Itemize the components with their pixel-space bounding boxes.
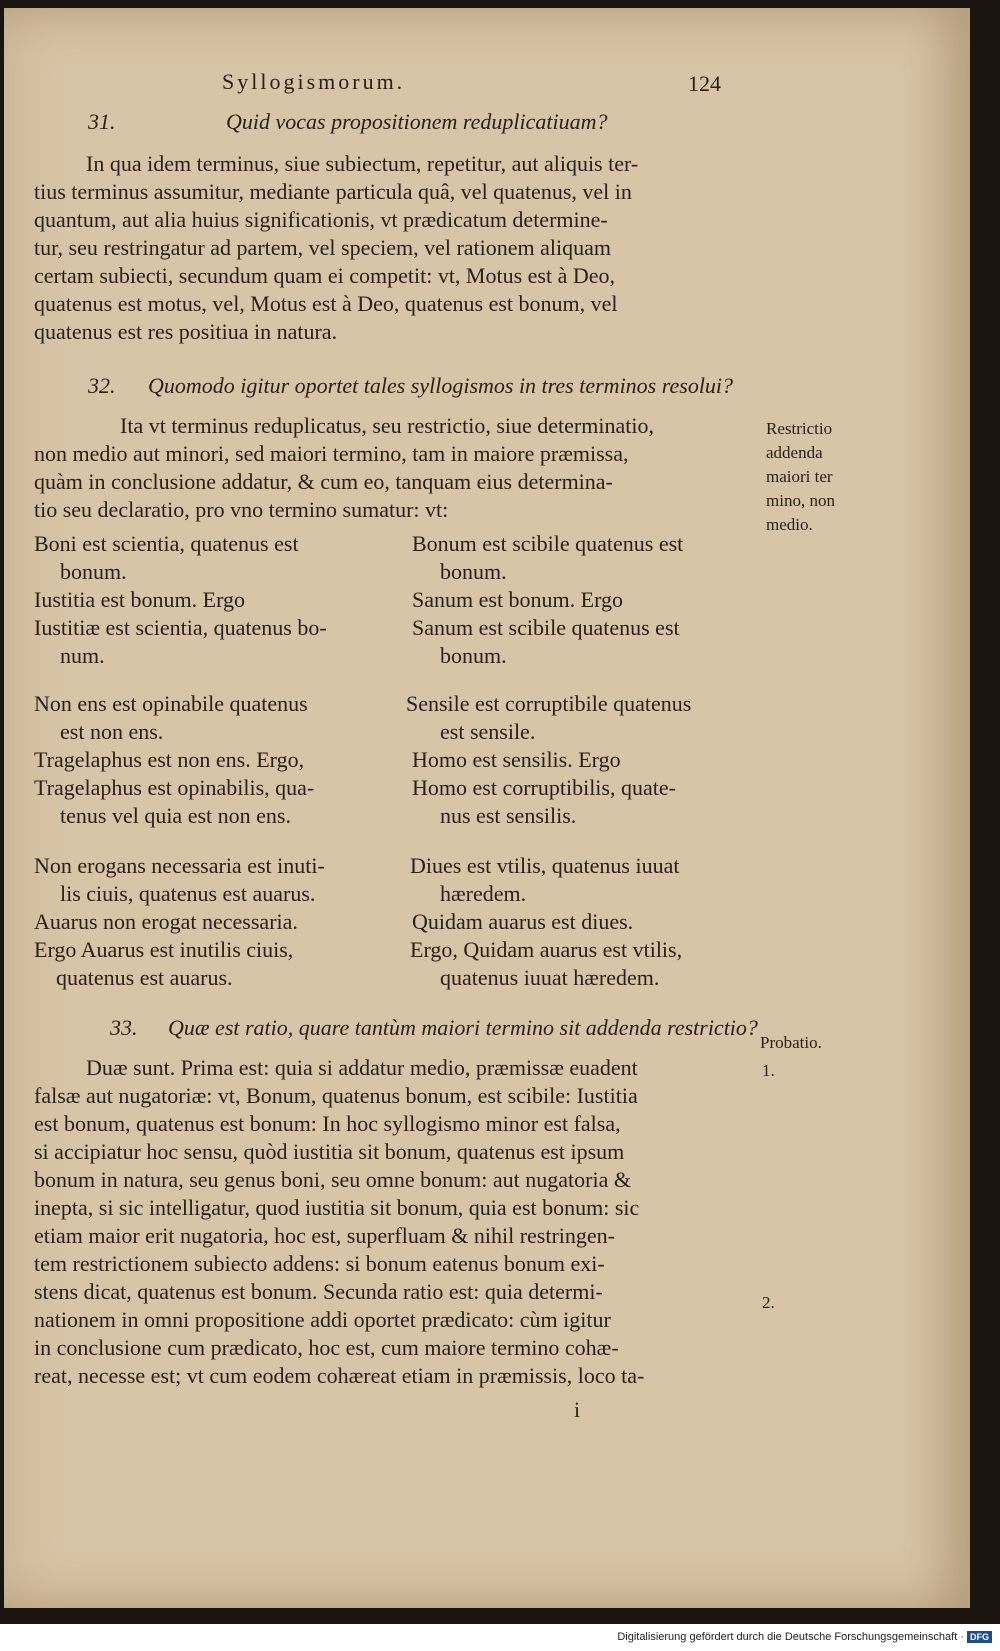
question-number-32: 32. [88,373,116,398]
text-line: falsæ aut nugatoriæ: vt, Bonum, quatenus bonum, est scibile: Iustitia [34,1083,638,1108]
running-head: Syllogismorum. [222,69,406,94]
example-line: bonum. [60,559,127,584]
example-line: Tragelaphus est opinabilis, qua- [34,775,315,800]
example-line: Non ens est opinabile quatenus [34,691,308,716]
text-line: Ita vt terminus reduplicatus, seu restrictio, siue determinatio, [120,413,654,438]
text-line: stens dicat, quatenus est bonum. Secunda ratio est: quia determi- [34,1279,603,1304]
example-line: quatenus est auarus. [56,965,233,990]
example-line: est non ens. [60,719,164,744]
example-line: Sensile est corruptibile quatenus [406,691,692,716]
text-line: tio seu declaratio, pro vno termino sumatur: vt: [34,497,449,522]
example-line: Tragelaphus est non ens. Ergo, [34,747,305,772]
example-line: bonum. [440,643,507,668]
example-line: quatenus iuuat hæredem. [440,965,660,990]
text-line: certam subiecti, secundum quam ei competit: vt, Motus est à Deo, [34,263,616,288]
digitization-credit [617,1631,992,1643]
page-number: 124 [688,71,721,96]
text-line: tem restrictionem subiecto addens: si bonum eatenus bonum exi- [34,1251,605,1276]
example-line: Non erogans necessaria est inuti- [34,853,325,878]
example-line: Homo est sensilis. Ergo [412,747,621,772]
text-line: tur, seu restringatur ad partem, vel speciem, vel rationem aliquam [34,235,612,260]
text-line: bonum in natura, seu genus boni, seu omne bonum: aut nugatoria & [34,1167,631,1192]
example-line: lis ciuis, quatenus est auarus. [60,881,316,906]
book-cover-edge [970,0,1000,1624]
example-line: Sanum est scibile quatenus est [412,615,680,640]
question-31: Quid vocas propositionem reduplicatiuam? [226,109,608,134]
margin-number-1: 1. [762,1061,775,1080]
text-line: est bonum, quatenus est bonum: In hoc syllogismo minor est falsa, [34,1111,621,1136]
question-32: Quomodo igitur oportet tales syllogismos in tres terminos resolui? [148,373,734,398]
text-line: inepta, si sic intelligatur, quod iustitia sit bonum, quia est bonum: sic [34,1195,640,1220]
example-line: Diues est vtilis, quatenus iuuat [410,853,680,878]
example-line: Bonum est scibile quatenus est [412,531,684,556]
text-line: quatenus est res positiua in natura. [34,319,338,344]
example-line: Ergo, Quidam auarus est vtilis, [410,937,683,962]
example-line: Iustitiæ est scientia, quatenus bo- [34,615,327,640]
text-line: in conclusione cum prædicato, hoc est, cum maiore termino cohæ- [34,1335,619,1360]
dfg-logo: DFG [967,1631,992,1643]
text-line: quantum, aut alia huius significationis, vt prædicatum determine- [34,207,608,232]
text-line: non medio aut minori, sed maiori termino, tam in maiore præmissa, [34,441,629,466]
question-number-31: 31. [88,109,116,134]
margin-note-line: medio. [766,515,813,534]
example-line: Auarus non erogat necessaria. [34,909,298,934]
text-line: quàm in conclusione addatur, & cum eo, tanquam eius determina- [34,469,613,494]
example-line: Ergo Auarus est inutilis ciuis, [34,937,294,962]
example-line: Boni est scientia, quatenus est [34,531,299,556]
example-line: num. [60,643,105,668]
example-line: Iustitia est bonum. Ergo [34,587,246,612]
example-line: Sanum est bonum. Ergo [412,587,624,612]
text-line: nationem in omni propositione addi oportet prædicato: cùm igitur [34,1307,611,1332]
text-line: In qua idem terminus, siue subiectum, repetitur, aut aliquis ter- [86,151,639,176]
margin-note-line: maiori ter [766,467,833,486]
example-line: bonum. [440,559,507,584]
text-line: si accipiatur hoc sensu, quòd iustitia sit bonum, quatenus est ipsum [34,1139,625,1164]
margin-number-2: 2. [762,1293,775,1312]
example-line: Homo est corruptibilis, quate- [412,775,676,800]
text-line: quatenus est motus, vel, Motus est à Deo, quatenus est bonum, vel [34,291,618,316]
example-line: tenus vel quia est non ens. [60,803,291,828]
example-line: nus est sensilis. [440,803,577,828]
margin-note-line: mino, non [766,491,835,510]
margin-note-line: addenda [766,443,823,462]
margin-note-probatio: Probatio. [760,1033,822,1052]
question-number-33: 33. [110,1015,138,1040]
example-line: est sensile. [440,719,536,744]
example-line: Quidam auarus est diues. [412,909,634,934]
text-line: etiam maior erit nugatoria, hoc est, superfluam & nihil restringen- [34,1223,615,1248]
credit-text: Digitalisierung gefördert durch die Deutsche Forschungsgemeinschaft · [617,1631,964,1643]
text-line: reat, necesse est; vt cum eodem cohæreat etiam in præmissis, loco ta- [34,1363,645,1388]
example-line: hæredem. [440,881,527,906]
margin-note-line: Restrictio [766,419,833,438]
question-33: Quæ est ratio, quare tantùm maiori termino sit addenda restrictio? [168,1015,758,1040]
text-line: Duæ sunt. Prima est: quia si addatur medio, præmissæ euadent [86,1055,638,1080]
text-line: tius terminus assumitur, mediante particula quâ, vel quatenus, vel in [34,179,632,204]
signature-mark: i [574,1397,581,1422]
